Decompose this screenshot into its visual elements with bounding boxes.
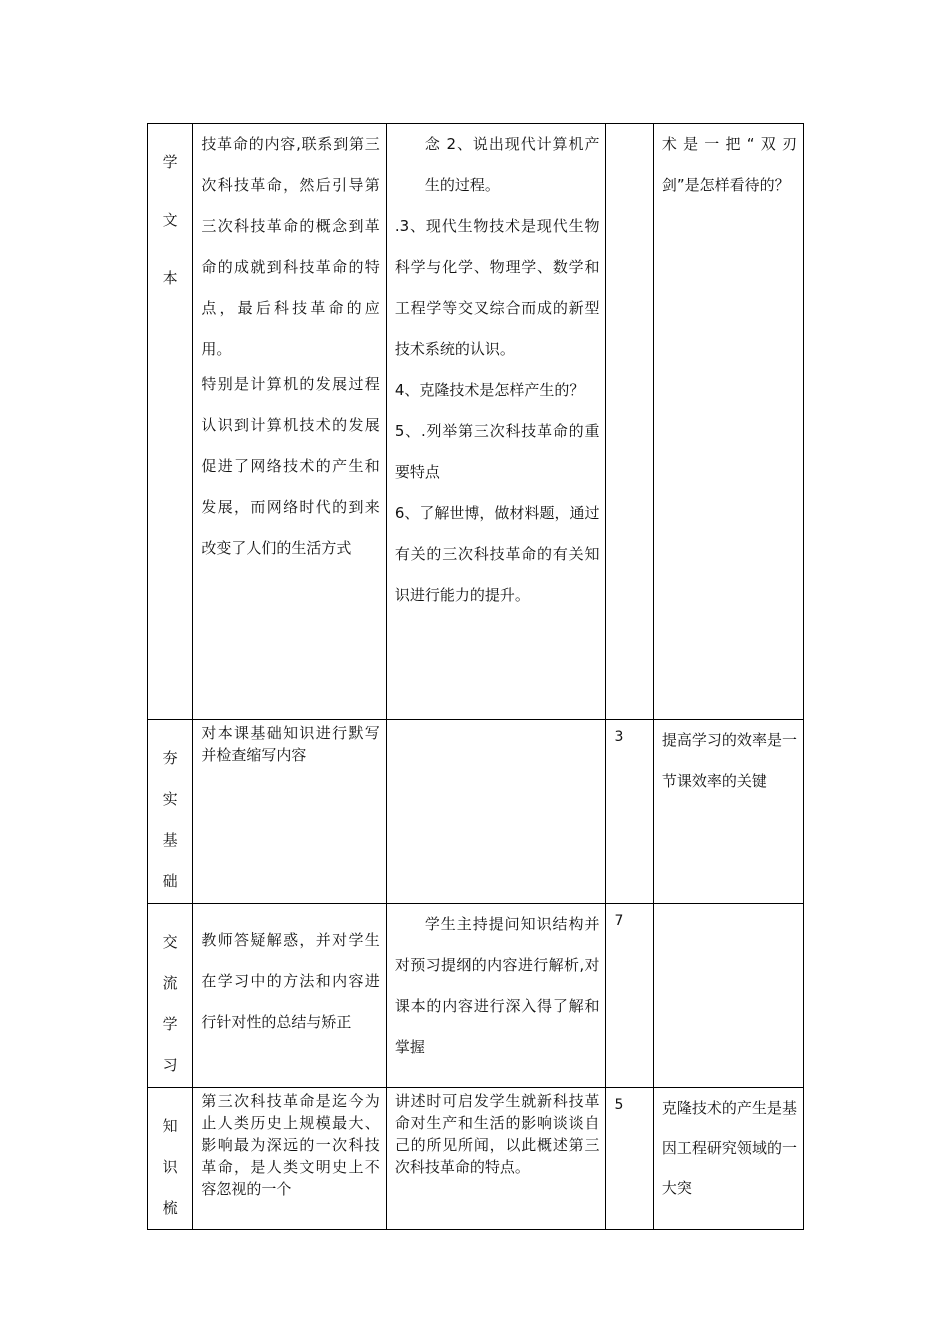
student-activity-text: 5、.列举第三次科技革命的重要特点 — [394, 422, 600, 481]
teacher-activity-cell: 对本课基础知识进行默写并检查缩写内容 — [193, 720, 386, 904]
stage-char: 学 — [162, 153, 178, 171]
stage-char: 习 — [162, 1056, 178, 1074]
design-intent-cell: 术是一把“双刃剑”是怎样看待的？ — [653, 124, 803, 720]
time-cell: 3 — [606, 720, 653, 904]
stage-char: 本 — [162, 269, 178, 287]
stage-char: 学 — [162, 1015, 178, 1033]
design-intent-cell — [653, 904, 803, 1088]
stage-char: 梳 — [162, 1199, 178, 1217]
teacher-activity-cell: 教师答疑解惑，并对学生在学习中的方法和内容进行针对性的总结与矫正 — [193, 904, 386, 1088]
stage-cell — [148, 720, 193, 904]
stage-cell — [148, 1088, 193, 1230]
table-row — [148, 1088, 804, 1230]
stage-char: 夯 — [162, 749, 178, 767]
lesson-plan-table — [147, 123, 804, 1230]
table-row — [148, 720, 804, 904]
stage-cell — [148, 124, 193, 720]
student-activity-text: 4、克隆技术是怎样产生的？ — [394, 381, 585, 399]
teacher-activity-text: 技革命的内容,联系到第三次科技革命，然后引导第三次科技革命的概念到革命的成就到科技革命的特点，最后科技革命的应用。 — [201, 135, 380, 358]
stage-cell — [148, 904, 193, 1088]
stage-char: 知 — [162, 1117, 178, 1135]
student-activity-text: 念 2、说出现代计算机产生的过程。 — [424, 135, 600, 194]
teacher-activity-cell — [193, 124, 386, 720]
stage-char: 文 — [162, 211, 178, 229]
table-row — [148, 124, 804, 720]
time-cell: 5 — [606, 1088, 653, 1230]
stage-char: 识 — [162, 1158, 178, 1176]
student-activity-text: 6、了解世博，做材料题，通过有关的三次科技革命的有关知识进行能力的提升。 — [394, 504, 600, 604]
student-activity-cell — [386, 124, 606, 720]
student-activity-cell — [386, 720, 606, 904]
design-intent-cell: 克隆技术的产生是基因工程研究领域的一大突 — [653, 1088, 803, 1230]
stage-char: 基 — [162, 831, 178, 849]
student-activity-cell: 讲述时可启发学生就新科技革命对生产和生活的影响谈谈自己的所见所闻，以此概述第三次科技革命的特点。 — [386, 1088, 606, 1230]
student-activity-cell — [386, 904, 606, 1088]
design-intent-cell: 提高学习的效率是一节课效率的关键 — [653, 720, 803, 904]
table-row — [148, 904, 804, 1088]
stage-char: 实 — [162, 790, 178, 808]
stage-char: 流 — [162, 974, 178, 992]
student-activity-text: 学生主持提问知识结构并对预习提纲的内容进行解析,对课本的内容进行深入得了解和掌握 — [394, 915, 600, 1056]
time-cell: 7 — [606, 904, 653, 1088]
stage-char: 交 — [162, 933, 178, 951]
time-cell — [606, 124, 653, 720]
stage-char: 础 — [162, 872, 178, 890]
teacher-activity-text: 特别是计算机的发展过程认识到计算机技术的发展促进了网络技术的产生和发展，而网络时代的到来改变了人们的生活方式 — [201, 375, 380, 557]
teacher-activity-cell: 第三次科技革命是迄今为止人类历史上规模最大、影响最为深远的一次科技革命，是人类文明史上不容忽视的一个 — [193, 1088, 386, 1230]
student-activity-text: .3、现代生物技术是现代生物科学与化学、物理学、数学和工程学等交叉综合而成的新型技术系统的认识。 — [394, 217, 600, 358]
